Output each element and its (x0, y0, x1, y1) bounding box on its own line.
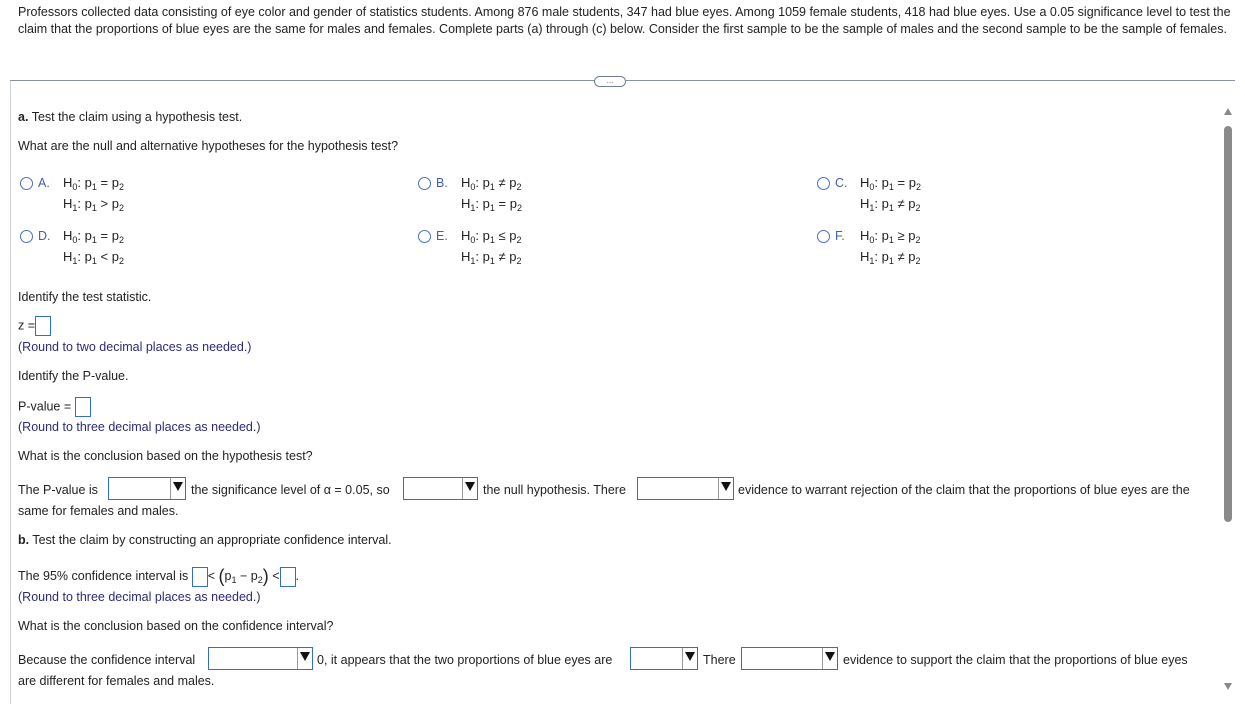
subscript: 1 (489, 235, 495, 245)
subscript: 0 (869, 235, 875, 245)
subscript: 1 (869, 203, 875, 213)
subscript: 2 (516, 235, 522, 245)
ci-lower-input[interactable] (192, 567, 208, 587)
colon: : (77, 228, 82, 243)
alternative-hypothesis (860, 249, 921, 266)
subscript: 2 (516, 256, 522, 266)
null-hypothesis (63, 175, 124, 192)
subscript: 1 (470, 203, 476, 213)
conclusion-prompt-b: What is the conclusion based on the confidence interval? (18, 619, 334, 633)
dropdown-arrow-icon (682, 648, 697, 669)
z-row (18, 316, 51, 336)
option-letter: B. (436, 176, 448, 190)
null-hypothesis (461, 175, 522, 192)
colon: : (874, 175, 879, 190)
ci-upper-input[interactable] (280, 567, 296, 587)
subscript: 1 (91, 203, 97, 213)
subscript: 0 (869, 182, 875, 192)
H-symbol: H (860, 196, 870, 211)
p-symbol: p (908, 249, 916, 264)
close-paren: ) (262, 566, 269, 586)
pvalue-prompt: Identify the P-value. (18, 369, 129, 383)
conclusion-a-text-4: evidence to warrant rejection of the claim that the proportions of blue eyes are the (738, 483, 1190, 497)
colon: : (475, 249, 480, 264)
colon: : (874, 228, 879, 243)
colon: : (77, 196, 82, 211)
subscript: 0 (72, 182, 78, 192)
colon: : (77, 175, 82, 190)
minus: − (239, 569, 248, 583)
colon: : (874, 196, 879, 211)
test-statistic-prompt: Identify the test statistic. (18, 290, 152, 304)
alternative-hypothesis (860, 196, 921, 213)
operator: ≠ (897, 249, 905, 264)
conclusion-b-text-2: 0, it appears that the two proportions of blue eyes are (317, 653, 613, 667)
p-symbol: p (84, 196, 92, 211)
confidence-interval-row (18, 566, 299, 587)
subscript: 1 (888, 203, 894, 213)
p-symbol: p (482, 196, 490, 211)
option-letter: C. (835, 176, 848, 190)
p-symbol: p (509, 249, 517, 264)
operator: ≤ (498, 228, 506, 243)
radio-button[interactable] (418, 177, 431, 190)
p-symbol: p (84, 175, 92, 190)
open-paren: ( (218, 566, 225, 586)
subscript: 0 (470, 235, 476, 245)
z-label: z = (18, 318, 36, 333)
subscript: 1 (72, 203, 78, 213)
subscript: 1 (231, 575, 237, 585)
conclusion-b-text-3: There (703, 653, 736, 667)
H-symbol: H (860, 249, 870, 264)
p-symbol: p (111, 175, 119, 190)
colon: : (874, 249, 879, 264)
p-symbol: p (881, 175, 889, 190)
option-letter: A. (38, 176, 50, 190)
alternative-hypothesis (461, 196, 522, 213)
pvalue-input[interactable] (75, 397, 91, 417)
scroll-up-arrow-icon[interactable] (1224, 108, 1232, 115)
subscript: 1 (91, 235, 97, 245)
conclusion-b-text-5: are different for females and males. (18, 674, 215, 688)
p-symbol: p (111, 196, 119, 211)
p-symbol: p (908, 175, 916, 190)
subscript: 1 (869, 256, 875, 266)
null-hypothesis (860, 228, 921, 245)
operator: < (100, 249, 109, 264)
operator: > (100, 196, 109, 211)
subscript: 2 (915, 182, 921, 192)
p-symbol: p (250, 569, 258, 583)
H-symbol: H (860, 175, 870, 190)
p-symbol: p (881, 228, 889, 243)
p-symbol: p (509, 175, 517, 190)
p-symbol: p (482, 175, 490, 190)
subscript: 2 (118, 203, 124, 213)
H-symbol: H (461, 249, 471, 264)
dropdown-arrow-icon (297, 648, 312, 669)
operator: ≥ (897, 228, 905, 243)
dropdown-arrow-icon (462, 478, 477, 499)
subscript: 2 (516, 182, 522, 192)
less-than: < (207, 569, 216, 583)
p-symbol: p (224, 569, 232, 583)
problem-statement: Professors collected data consisting of eye color and gender of statistics students. Among 876 male students, 347 had blue eyes. Among 1059 female students, 418 had blue eyes. Use a 0.05 significance level to test the claim that the proportions of blue eyes are the same for males and females. Complete parts (a) through (c) below. Consider the first sample to be the sample of males and the second sample to be the sample of females. (18, 5, 1231, 36)
part-a-title: Test the claim using a hypothesis test. (31, 110, 243, 124)
expand-more-button[interactable]: ... (594, 76, 626, 87)
evidence-dropdown-b[interactable] (741, 647, 838, 670)
operator: = (100, 228, 109, 243)
part-a-heading (18, 110, 242, 124)
evidence-dropdown-a[interactable] (637, 477, 734, 500)
conclusion-a-text-1: The P-value is (18, 483, 98, 497)
hypotheses-question: What are the null and alternative hypotheses for the hypothesis test? (18, 139, 399, 153)
pvalue-label: P-value = (18, 399, 72, 414)
proportions-equal-dropdown[interactable] (630, 647, 698, 670)
p-symbol: p (908, 228, 916, 243)
alternative-hypothesis (461, 249, 522, 266)
conclusion-prompt-a: What is the conclusion based on the hypothesis test? (18, 449, 313, 463)
operator: = (100, 175, 109, 190)
subscript: 0 (470, 182, 476, 192)
subscript: 0 (72, 235, 78, 245)
interval-contains-dropdown[interactable] (208, 647, 313, 670)
H-symbol: H (63, 228, 73, 243)
colon: : (475, 196, 480, 211)
part-b-title: Test the claim by constructing an appropriate confidence interval. (32, 533, 392, 547)
part-b-letter: b. (18, 533, 30, 547)
operator: ≠ (498, 249, 506, 264)
p-symbol: p (84, 249, 92, 264)
operator: ≠ (897, 196, 905, 211)
conclusion-a-text-5: same for females and males. (18, 504, 179, 518)
subscript: 2 (118, 256, 124, 266)
H-symbol: H (63, 196, 73, 211)
z-input[interactable] (35, 316, 51, 336)
pvalue-comparison-dropdown[interactable] (108, 477, 186, 500)
p-symbol: p (111, 249, 119, 264)
option-letter: E. (436, 229, 448, 243)
conclusion-b-text-4: evidence to support the claim that the proportions of blue eyes (843, 653, 1188, 667)
subscript: 1 (888, 235, 894, 245)
radio-button[interactable] (817, 177, 830, 190)
conclusion-a-text-3: the null hypothesis. There (483, 483, 626, 497)
conclusion-b-text-1: Because the confidence interval (18, 653, 196, 667)
alternative-hypothesis (63, 249, 124, 266)
subscript: 2 (915, 203, 921, 213)
operator: = (498, 196, 507, 211)
pvalue-row (18, 397, 91, 417)
pvalue-hint: (Round to three decimal places as needed.) (18, 420, 261, 434)
alternative-hypothesis (63, 196, 124, 213)
p-symbol: p (482, 228, 490, 243)
radio-button[interactable] (20, 177, 33, 190)
z-hint: (Round to two decimal places as needed.) (18, 340, 252, 354)
operator: ≠ (498, 175, 506, 190)
subscript: 1 (489, 203, 495, 213)
colon: : (475, 228, 480, 243)
p-symbol: p (881, 196, 889, 211)
H-symbol: H (461, 228, 471, 243)
option-letter: D. (38, 229, 51, 243)
less-than: < (272, 569, 280, 583)
period: . (295, 569, 300, 583)
subscript: 2 (915, 235, 921, 245)
H-symbol: H (63, 249, 73, 264)
ci-hint: (Round to three decimal places as needed.) (18, 590, 261, 604)
dropdown-arrow-icon (822, 648, 837, 669)
subscript: 2 (516, 203, 522, 213)
subscript: 1 (91, 182, 97, 192)
left-border (10, 81, 11, 704)
colon: : (475, 175, 480, 190)
p-symbol: p (509, 196, 517, 211)
conclusion-a-text-2: the significance level of α = 0.05, so (191, 483, 390, 497)
H-symbol: H (860, 228, 870, 243)
H-symbol: H (461, 175, 471, 190)
part-b-heading (18, 533, 392, 547)
radio-button[interactable] (418, 230, 431, 243)
H-symbol: H (461, 196, 471, 211)
subscript: 2 (257, 575, 263, 585)
p-symbol: p (111, 228, 119, 243)
p-symbol: p (509, 228, 517, 243)
p-symbol: p (482, 249, 490, 264)
null-hypothesis (860, 175, 921, 192)
colon: : (77, 249, 82, 264)
p-symbol: p (908, 196, 916, 211)
radio-button[interactable] (20, 230, 33, 243)
subscript: 2 (118, 235, 124, 245)
dropdown-arrow-icon (718, 478, 733, 499)
subscript: 1 (91, 256, 97, 266)
radio-button[interactable] (817, 230, 830, 243)
operator: = (897, 175, 906, 190)
option-letter: F. (835, 229, 845, 243)
p-symbol: p (881, 249, 889, 264)
subscript: 1 (489, 256, 495, 266)
subscript: 1 (888, 256, 894, 266)
subscript: 1 (888, 182, 894, 192)
part-a-letter: a. (18, 110, 29, 124)
null-hypothesis (461, 228, 522, 245)
ci-label: The 95% confidence interval is (18, 569, 189, 583)
subscript: 1 (489, 182, 495, 192)
scroll-down-arrow-icon[interactable] (1224, 683, 1232, 690)
H-symbol: H (63, 175, 73, 190)
subscript: 1 (470, 256, 476, 266)
reject-decision-dropdown[interactable] (403, 477, 478, 500)
subscript: 2 (118, 182, 124, 192)
subscript: 1 (72, 256, 78, 266)
null-hypothesis (63, 228, 124, 245)
subscript: 2 (915, 256, 921, 266)
dropdown-arrow-icon (170, 478, 185, 499)
scrollbar-thumb[interactable] (1224, 126, 1232, 522)
p-symbol: p (84, 228, 92, 243)
